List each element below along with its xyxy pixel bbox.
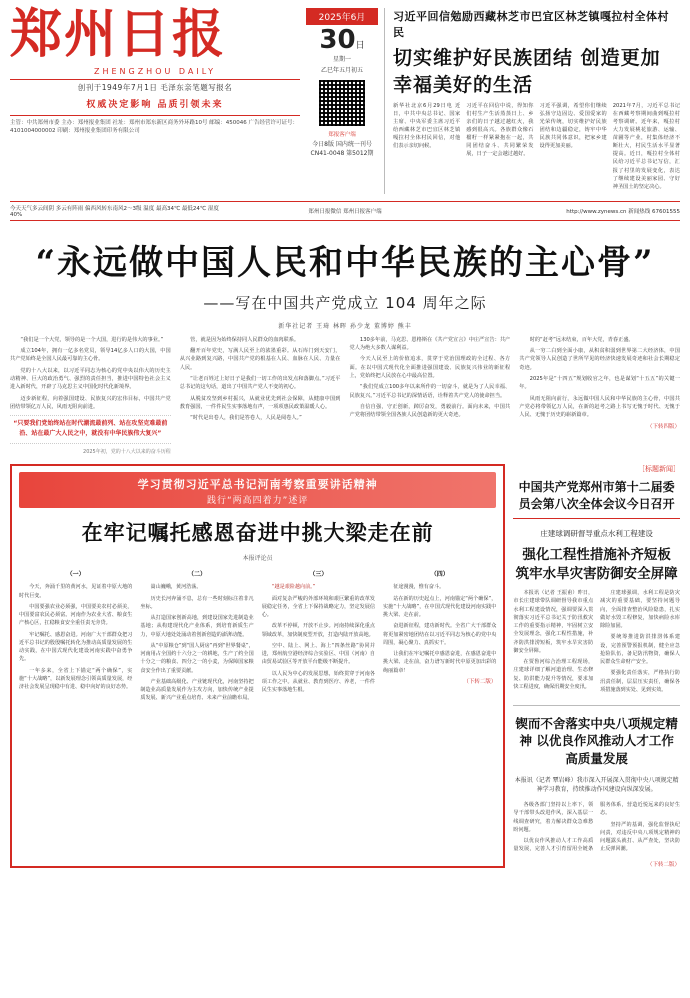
rail-headline-1[interactable]: 中国共产党郑州市第十二届委员会第八次全体会议今日召开	[513, 479, 680, 520]
rail-body-3: 各级各部门坚持以上率下，领导干部带头改进作风，深入基层一线调查研究，着力解决群众急难愁盼问题。 以优良作风推动人才工作高质量发展，完善人才引育留用全链条服务体系，营造近悦远来的良好生态。 坚持严的基调，强化监督执纪问责，对违反中央八项规定精神的问题露头就打、从严查处，坚决防止反弹回潮。	[513, 802, 680, 853]
main-body	[0, 330, 690, 456]
rail-kicker-2: 庄建球调研督导重点水利工程建设	[540, 529, 653, 539]
qr-caption: 郑报客户端	[328, 132, 356, 138]
body-column: 管，就是因为始终保持同人民群众的血肉联系。 翻开百年党史，写满人民至上的浓墨重彩。从石库门到天安门，从兴业路到复兴路，中国共产党的根基在人民、血脉在人民、力量在人民。 “让老百姓过上好日子是我们一切工作的出发点和落脚点。”习近平总书记的这句话，道出了中国共产党人不变的初心。 从脱贫攻坚到乡村振兴，从就业优先到社会保障，从健康中国到教育强国，一件件民生实事落地有声，一项项惠民政策温暖人心。 “时代是出卷人，我们是答卷人，人民是阅卷人。”	[179, 336, 341, 422]
pull-quote-credit: 2025年初，党的十八大以来的奋斗历程	[83, 448, 171, 455]
feature-column: （三） “越是艰险越向前。” 面对复杂严峻的外部环境和艰巨繁重的改革发展稳定任务，全省上下保持战略定力，坚定发展信心。 改革不停顿，开放不止步。河南持续深化重点领域改革，加快制度型开放，打造内陆开放高地。 空中、陆上、网上、海上“四条丝路”协同并进，郑州航空港经济综合实验区、中国（河南）自由贸易试验区等开放平台能级不断提升。 以人民为中心的发展思想，始终贯穿于河南各项工作之中。从就业、教育到医疗、养老，一件件民生实事落地生根。	[261, 570, 376, 694]
body-column: “我们是一个大党，领导的是一个大国，进行的是伟大的事业。” 成立104年，拥有一亿多名党员，领导14亿多人口的大国，中国共产党始终是全国人民最可靠的主心骨。 党的十八大以来，以习近平同志为核心的党中央以伟大的历史主动精神、巨大的政治勇气、强烈的责任担当，推进中国特色社会主义进入新时代，开辟了马克思主义中国化时代化新境界。 迈步新征程，向着强国建设、民族复兴的宏伟目标，中国共产党团结带领亿万人民，风雨无阻向前进。 “只要我们党始终站在时代潮流最前列、站在攻坚克难最前沿、站在最广大人民之中，就没有中华民族伟大复兴” 2025年初，党的十八大以来的奋斗历程	[10, 336, 171, 455]
main-headline-block	[0, 235, 690, 330]
date-day-unit: 日	[355, 41, 365, 51]
lead-kicker: 习近平回信勉励西藏林芝市巴宜区林芝镇嘎拉村全体村民	[393, 10, 669, 39]
rail-headline-3[interactable]: 锲而不舍落实中央八项规定精神 以优良作风推动人才工作高质量发展	[515, 715, 678, 766]
feature-title: 在牢记嘱托感恩奋进中挑大梁走在前	[81, 519, 434, 545]
section-number: （三）	[309, 570, 328, 578]
feature-banner-sub: 践行“两高四着力”述评	[207, 495, 309, 506]
feature-column: （二） 嵩山巍峨，黄河浩荡。 历史长河奔涌不息，总有一些时刻标注着非凡坐标。 从打造国家创新高地，到建设国家先进制造业基地；从构建现代化产业体系，到培育新质生产力，中原大地处处涌动着创新创造的澎湃动能。 从“中原粮仓”到“国人厨房”再到“世界餐桌”，河南用占全国约十六分之一的耕地，生产了约全国十分之一的粮食、四分之一的小麦，为保障国家粮食安全作出了重要贡献。 产业基础高级化、产业链现代化，河南坚持把制造业高质量发展作为主攻方向，加快传统产业提质发展、新兴产业重点培育、未来产业前瞻布局。	[140, 570, 254, 702]
date-day	[306, 27, 378, 53]
newspaper-title: 郑州日报	[10, 4, 227, 65]
feature-article	[10, 464, 505, 869]
masthead	[0, 0, 690, 198]
lead-article	[384, 8, 680, 194]
date-day-number: 30	[319, 25, 356, 55]
divider	[10, 79, 300, 80]
date-weekday: 星期一	[332, 56, 351, 63]
right-rail	[513, 464, 680, 869]
feature-byline: 本报评论员	[242, 554, 273, 562]
info-strip	[10, 201, 680, 221]
founded-line: 创刊于1949年7月1日 毛泽东亲笔题写报名	[77, 82, 233, 92]
lead-headline: 切实维护好民族团结 创造更加幸福美好的生活	[393, 47, 661, 96]
pull-quote: “只要我们党始终站在时代潮流最前列、站在攻坚克难最前沿、站在最广大人民之中，就没有中华民族伟大复兴”	[10, 415, 171, 443]
issue-info: 今日8版 国内统一刊号 CN41-0048 第5012期	[310, 141, 374, 157]
website-info[interactable]: http://www.zynews.cn 新闻热线 67601555	[566, 208, 681, 215]
rail-headline-2[interactable]: 强化工程性措施补齐短板 筑牢水旱灾害防御安全屏障	[515, 547, 678, 583]
feature-column: （一） 今天，奔涌千里的黄河水，见证着中原大地的时代巨变。 中国要强农业必须强，中国要美农村必须美，中国要富农民必须富。河南作为农业大省、粮食生产核心区，扛稳粮食安全重任责无旁贷。 牢记嘱托、感恩奋进。河南广大干部群众把习近平总书记的殷殷嘱托转化为推动高质量发展的生动实践，在中国式现代化建设河南实践中奋勇争先。 一年多来，全省上下锚定“两个确保”，实施“十大战略”，以新发展理念引领高质量发展，经济社会发展呈现稳中有进、稳中向好的良好态势。	[19, 570, 133, 691]
lead-column: 2021年7月，习近平总书记在西藏考察期间曲到嘎拉村考察调研。近年来，嘎拉村大力发展桃花旅游、运输、苗圃等产业，村集体经济不断壮大，村民生活水平显著提高。近日，嘎拉村全体村民给习近平总书记写信，汇报了村里的发展变化，表达了继续建设美丽家园、守好神圣国土的坚定决心。	[612, 103, 680, 190]
date-year-month: 2025年6月	[306, 8, 378, 25]
lead-columns	[393, 102, 680, 194]
main-byline: 新华社记者 王琦 林晖 孙少龙 董博婷 熊丰	[278, 322, 412, 330]
feature-banner-main: 学习贯彻习近平总书记河南考察重要讲话精神	[137, 477, 378, 491]
body-column: 130多年前，马克思、恩格斯在《共产党宣言》中庄严宣告：共产党人为绝大多数人谋利益。 今天人民至上的价值追求，贯穿于党治国理政的全过程、各方面。在以中国式现代化全面推进强国建设、民族复兴伟业的新征程上，党始终把人民放在心中最高位置。 “我们党成立100多年以来所作的一切奋斗，就是为了人民幸福、民族复兴。”习近平总书记的深情话语，诠释着共产党人的使命担当。 自信自强，守正创新，踔厉奋发，勇毅前行。面向未来，中国共产党将团结带领全国各族人民创造新的更大奇迹。	[349, 336, 511, 419]
qr-code-icon[interactable]	[317, 78, 367, 128]
divider	[513, 705, 680, 706]
rail-body-2: 本报讯（记者 王振甫）昨日，市长庄建球带队调研督导我市重点水利工程建设情况，强调要深入贯彻落实习近平总书记关于防汛救灾工作的重要指示精神，牢固树立安全发展理念，强化工程性措施，补齐防洪排涝短板，筑牢水旱灾害防御安全屏障。 在贾鲁河综合治理工程现场，庄建球详细了解河道治理、生态修复、防洪能力提升等情况，要求加快工程进度，确保汛期安全度汛。 庄建球强调，水利工程是防灾减灾的重要基础，要坚持问题导向，全面排查整治风险隐患，扎实做好水毁工程修复，加快病险水库除险加固。 要统筹推进防洪排涝体系建设，完善预警预报机制，健全应急抢险队伍，备足防汛物资，确保人民群众生命财产安全。 要强化责任落实，严格执行防汛责任制，层层压实责任，确保各项措施落到实处、见到实效。	[513, 590, 680, 693]
rail-tag: ［标题新闻］	[638, 464, 680, 473]
continuation-note[interactable]: （下转二版）	[646, 862, 680, 869]
lead-column: 新华社北京6月29日电 近日，中共中央总书记、国家主席、中央军委主席习近平给西藏林芝市巴宜区林芝镇嘎拉村全体村民回信，对他们表示亲切问候。	[393, 103, 461, 150]
weather-info: 今天天气多云间阴 多云有阵雨 偏西风转东南风2～3级 温度 最高34℃ 最低24℃ 湿度40%	[10, 205, 219, 218]
main-subtitle: ——写在中国共产党成立 104 周年之际	[203, 293, 487, 312]
feature-columns	[19, 566, 496, 706]
channels-info: 郑州日报微信 郑州日报客户端	[308, 208, 382, 215]
imprint-line: 主管：中共郑州市委 主办：郑州报业集团 社址：郑州市郑东新区商务外环路10号 邮编：450046 广告经营许可证号：4101004000002 印刷：郑州报业集团印务有限公司	[10, 115, 300, 134]
body-column: 时的“赶考”远未结束，百年大党，青春正盛。 从一穷二白到全面小康，从积贫积弱到世界第二大经济体，中国共产党领导人民创造了世所罕见的经济快速发展奇迹和社会长期稳定奇迹。 2025年是“十四五”规划收官之年，也是谋划“十五五”的关键一年。 风雨无阻向前行，永远做中国人民和中华民族的主心骨，中国共产党必将带领亿万人民，在新的赶考之路上书写无愧于时代、无愧于人民、无愧于历史的崭新篇章。 （下转四版）	[519, 336, 680, 430]
lead-column: 习近平强调，希望你们继续弘扬守边固边、爱国爱家的光荣传统，切实维护好民族团结和边疆稳定，铸牢中华民族共同体意识，把家乡建设得更加美丽。	[539, 103, 607, 150]
slogan: 权威决定影响 品质引领未来	[86, 99, 224, 110]
lead-column: 习近平在回信中说，得知你们村生产生活蒸蒸日上、乡亲们的日子越过越红火，我感到很高兴。各族群众像石榴籽一样紧紧抱在一起，共同团结奋斗、共同繁荣发展，日子一定会越过越好。	[466, 103, 534, 158]
section-number: （一）	[66, 570, 85, 578]
continuation-note[interactable]: （下转二版）	[463, 678, 497, 685]
masthead-logo	[10, 4, 300, 134]
section-number: （二）	[188, 570, 207, 578]
newspaper-pinyin: ZHENGZHOU DAILY	[93, 66, 217, 76]
feature-banner	[19, 472, 496, 508]
rail-subhead-3: 本报讯（记者 覃岩峰）我市深入开展深入贯彻中央八项规定精神学习教育，持续推动作风建设向纵深发展。	[514, 777, 679, 794]
date-lunar: 乙巳年五月初五	[320, 67, 363, 74]
section-number: （四）	[430, 570, 449, 578]
continuation-note[interactable]: （下转四版）	[646, 423, 680, 430]
date-block	[306, 8, 378, 158]
page-title: “永远做中国人民和中华民族的主心骨”	[35, 242, 655, 283]
feature-column: （四） 征途漫漫，惟有奋斗。 站在新的历史起点上，河南锚定“两个确保”，实施“十大战略”，在中国式现代化建设河南实践中挑大梁、走在前。 奋进新征程，建功新时代。全省广大干部群众将更加紧密地团结在以习近平同志为核心的党中央周围，凝心聚力、真抓实干。 让我们在牢记嘱托中感恩奋进，在感恩奋进中挑大梁、走在前，奋力谱写新时代中原更加出彩的绚丽篇章！ （下转二版）	[383, 570, 497, 685]
lower-section	[0, 456, 690, 875]
